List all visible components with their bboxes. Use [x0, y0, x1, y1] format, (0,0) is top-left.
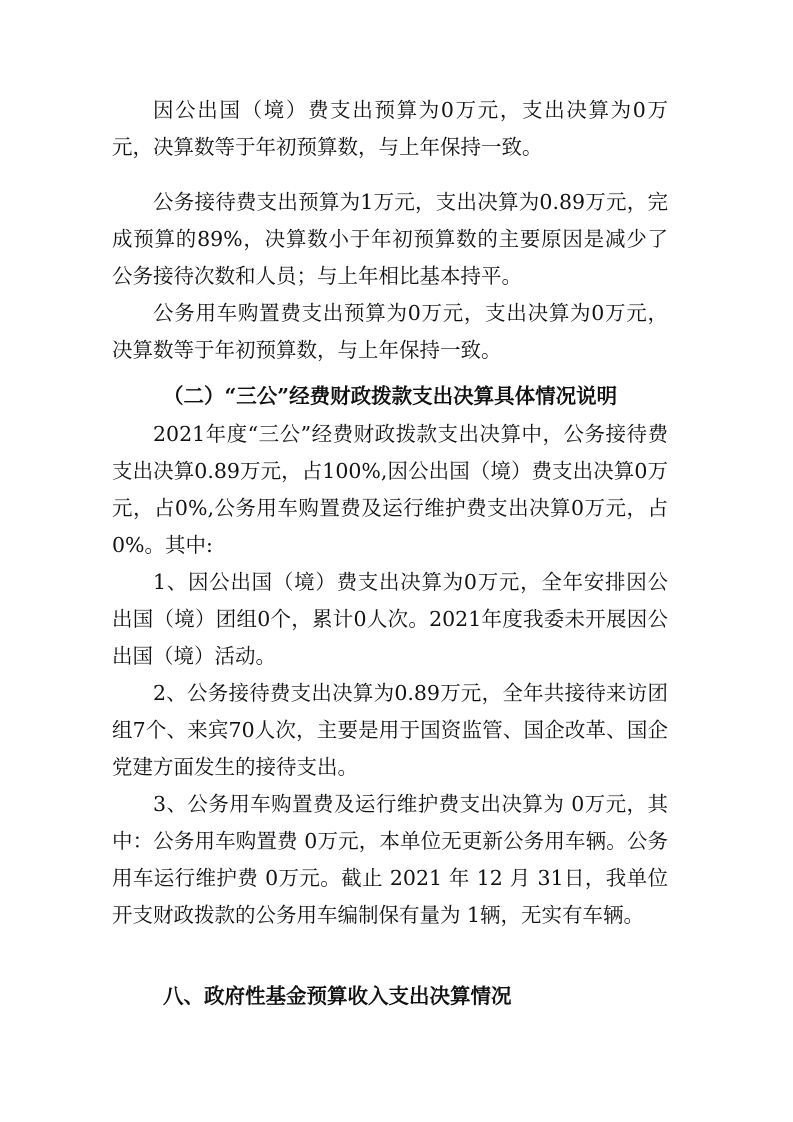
- paragraph-vehicle-purchase-budget: 公务用车购置费支出预算为0万元，支出决算为0万元，决算数等于年初预算数，与上年保持一致。: [112, 301, 668, 362]
- subsection-heading: （二）“三公”经费财政拨款支出决算具体情况说明: [163, 384, 618, 408]
- section-heading: 八、政府性基金预算收入支出决算情况: [163, 984, 512, 1008]
- paragraph-reception-budget: 公务接待费支出预算为1万元，支出决算为0.89万元，完成预算的89%，决算数小于年初预算数的主要原因是减少了公务接待次数和人员；与上年相比基本持平。: [112, 190, 668, 288]
- paragraph-overseas-trip-budget: 因公出国（境）费支出预算为0万元，支出决算为0万元，决算数等于年初预算数，与上年保持一致。: [112, 98, 668, 159]
- paragraph-item-2-reception: 2、公务接待费支出决算为0.89万元，全年共接待来访团组7个、来宾70人次，主要是用于国资监管、国企改革、国企党建方面发生的接待支出。: [112, 681, 668, 779]
- paragraph-item-1-overseas: 1、因公出国（境）费支出决算为0万元，全年安排因公出国（境）团组0个，累计0人次。2021年度我委未开展因公出国（境）活动。: [112, 570, 668, 668]
- paragraph-item-3-vehicles: 3、公务用车购置费及运行维护费支出决算为 0万元，其中：公务用车购置费 0万元，本单位无更新公务用车辆。公务用车运行维护费 0万元。截止 2021 年 12 月 31日，我单位开支财政拨款的公务用车编制保有量为 1辆，无实有车辆。: [112, 792, 668, 927]
- paragraph-three-public-summary: 2021年度“三公”经费财政拨款支出决算中，公务接待费支出决算0.89万元，占100%,因公出国（境）费支出决算0万元，占0%,公务用车购置费及运行维护费支出决算0万元，占0%。其中:: [112, 422, 668, 557]
